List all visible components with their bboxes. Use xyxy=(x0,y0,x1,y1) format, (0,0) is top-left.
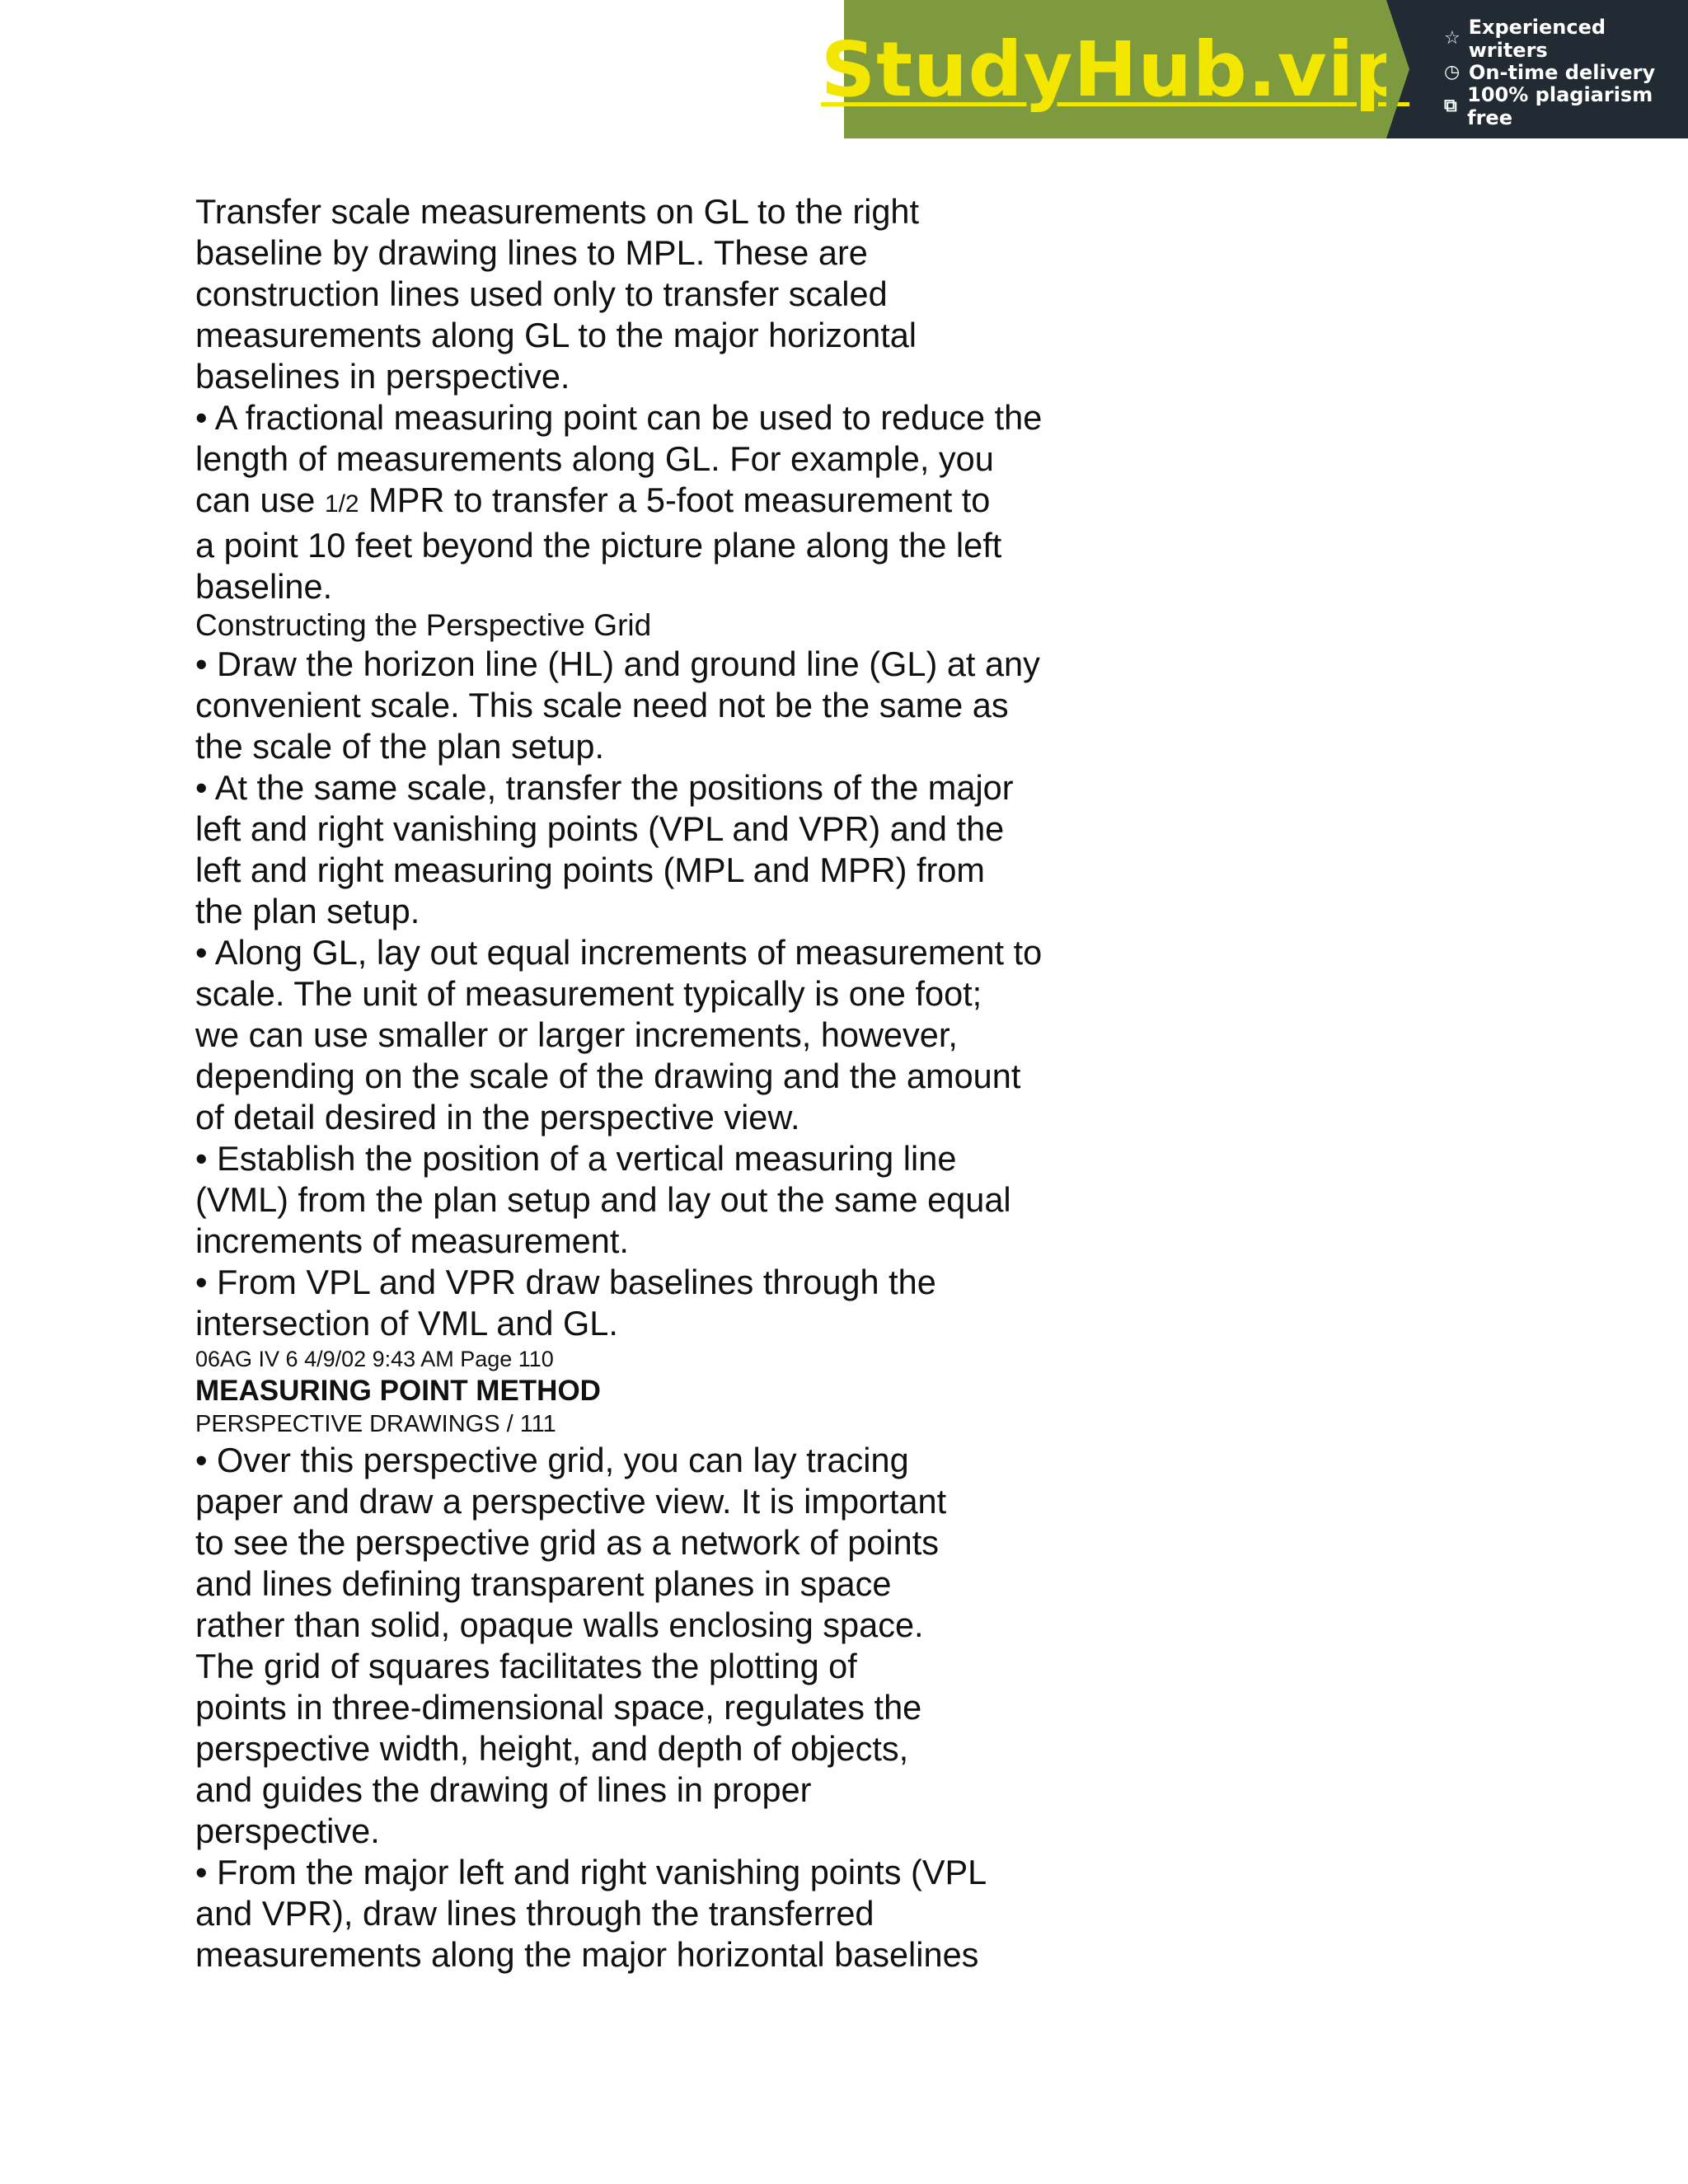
paragraph-transfer-scale: Transfer scale measurements on GL to the right baseline by drawing lines to MPL. These are construction lines used only to transfer scaled measurements along GL to the major horizontal baselines in perspective. • A fractional measuring point can be used to reduce the length of measurements along GL. For example, you xyxy=(195,192,1043,478)
feature-item xyxy=(1444,82,1688,129)
feature-list xyxy=(1386,0,1688,138)
fraction-line xyxy=(195,480,1184,525)
feature-item xyxy=(1444,15,1688,62)
feature-label: Experienced writers xyxy=(1468,15,1606,62)
feature-label: 100% plagiarism free xyxy=(1467,82,1653,129)
method-title: MEASURING POINT METHOD xyxy=(195,1375,601,1407)
page-stamp: 06AG IV 6 4/9/02 9:43 AM Page 110 xyxy=(195,1347,554,1371)
star-icon: ☆ xyxy=(1444,28,1461,49)
running-head: PERSPECTIVE DRAWINGS / 111 xyxy=(195,1411,556,1437)
section-title: Constructing the Perspective Grid xyxy=(195,608,652,642)
paragraph-grid-steps: • Draw the horizon line (HL) and ground line (GL) at any convenient scale. This scale need not be the same as the scale of the plan setup. • At the same scale, transfer the positions of the major left and right vanishing points (VPL and VPR) and the left and right measuring points (MPL and MPR) from the plan setup. • Along GL, lay out equal increments of measurement to scale. The unit of measurement typically is one foot; we can use smaller or larger increments, however, depending on the scale of the drawing and the amount of detail desired in the perspective view. • Establish the position of a vertical measuring line (VML) from the plan setup and lay out the same equal increments of measurement. • From VPL and VPR draw baselines through the intersection of VML and GL. xyxy=(195,644,1043,1343)
fraction-line-start: can use xyxy=(195,480,325,519)
copy-icon: ⧉ xyxy=(1444,96,1457,116)
fraction-line-end: MPR to transfer a 5-foot measurement to xyxy=(359,480,991,519)
brand-name: StudyHub.vip xyxy=(820,25,1410,114)
studyhub-banner[interactable] xyxy=(820,0,1688,138)
feature-label: On-time delivery xyxy=(1469,60,1656,84)
brand-logo[interactable] xyxy=(820,0,1410,138)
document-body xyxy=(195,191,1184,1975)
clock-icon: ◷ xyxy=(1444,62,1461,82)
paragraph-tracing-paper: • Over this perspective grid, you can lay tracing paper and draw a perspective view. It is important to see the perspective grid as a network of points and lines defining transparent planes in space rather than solid, opaque walls enclosing space. The grid of squares facilitates the plotting of points in three-dimensional space, regulates the perspective width, height, and depth of objects, and guides the drawing of lines in proper perspective. • From the major left and right vanishing points (VPL and VPR), draw lines through the transferred measurements along the major horizontal baselines xyxy=(195,1441,987,1974)
paragraph-fractional-cont: a point 10 feet beyond the picture plane along the left baseline. xyxy=(195,526,1002,606)
fraction-half: 1/2 xyxy=(324,490,359,518)
